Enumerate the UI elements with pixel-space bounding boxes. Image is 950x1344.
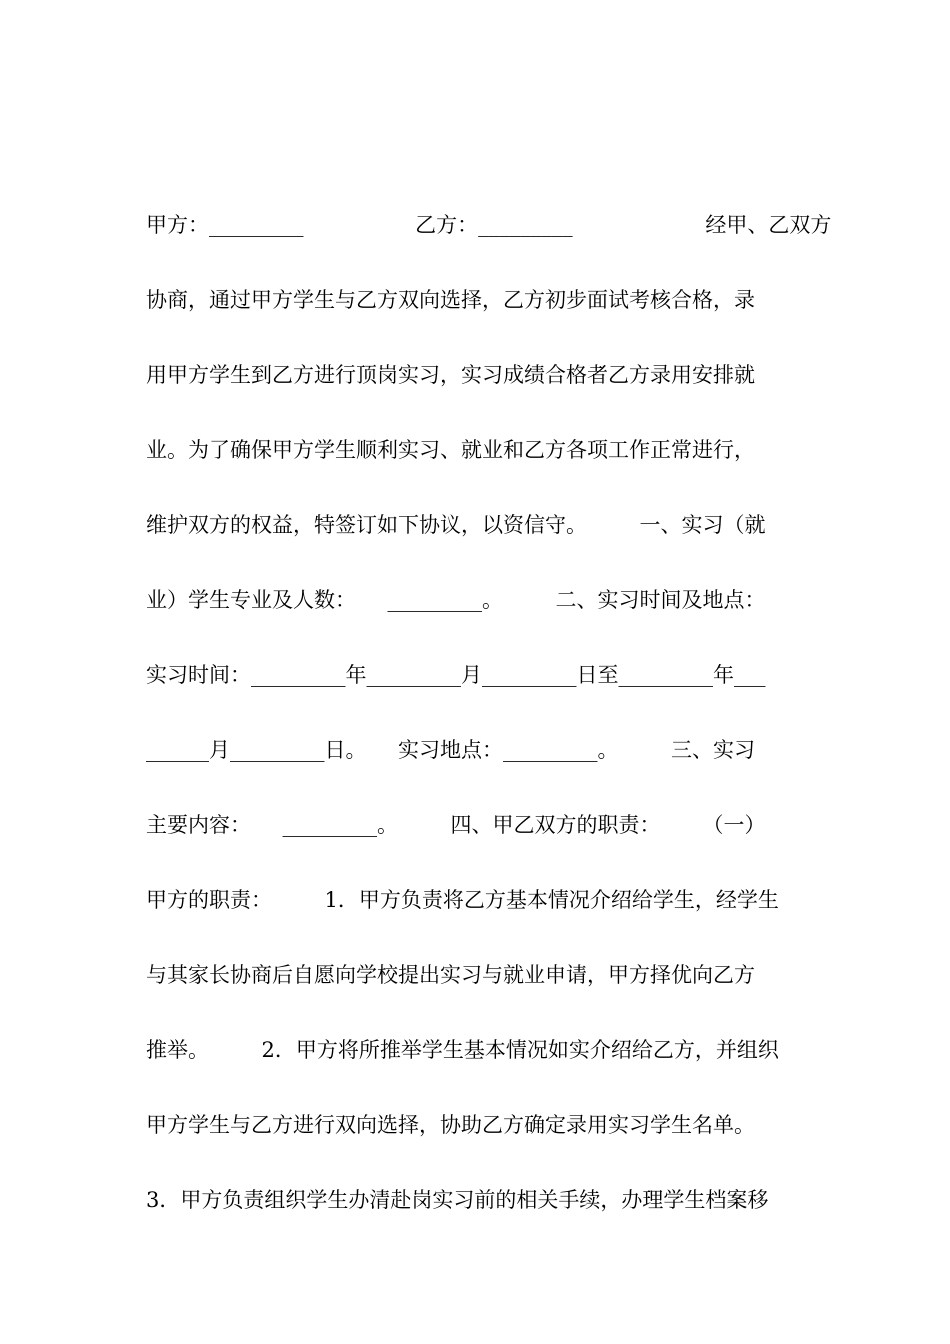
text-line: 甲方：_________ 乙方：_________ 经甲、乙双方 bbox=[146, 213, 832, 237]
text-line: 实习时间：_________年_________月_________日至_________年___ bbox=[146, 663, 766, 687]
text-line: 业。为了确保甲方学生顺利实习、就业和乙方各项工作正常进行， bbox=[146, 438, 755, 462]
text-line: ______月_________日。 实习地点：_________。 三、实习 bbox=[146, 738, 755, 762]
text-line: 甲方学生与乙方进行双向选择，协助乙方确定录用实习学生名单。 bbox=[146, 1113, 755, 1137]
text-line: 协商，通过甲方学生与乙方双向选择，乙方初步面试考核合格，录 bbox=[146, 288, 755, 312]
text-line: 维护双方的权益，特签订如下协议，以资信守。 一、实习（就 bbox=[146, 513, 766, 537]
text-line: 推举。 2．甲方将所推举学生基本情况如实介绍给乙方，并组织 bbox=[146, 1038, 779, 1062]
agreement-body bbox=[146, 204, 832, 1254]
text-line: 业）学生专业及人数： _________。 二、实习时间及地点： bbox=[146, 588, 766, 612]
text-line: 与其家长协商后自愿向学校提出实习与就业申请，甲方择优向乙方 bbox=[146, 963, 755, 987]
text-line: 用甲方学生到乙方进行顶岗实习，实习成绩合格者乙方录用安排就 bbox=[146, 363, 755, 387]
text-line: 主要内容： _________。 四、甲乙双方的职责： （一） bbox=[146, 813, 766, 837]
text-line: 3．甲方负责组织学生办清赴岗实习前的相关手续，办理学生档案移 bbox=[146, 1188, 769, 1212]
text-line: 甲方的职责： 1．甲方负责将乙方基本情况介绍给学生，经学生 bbox=[146, 888, 779, 912]
